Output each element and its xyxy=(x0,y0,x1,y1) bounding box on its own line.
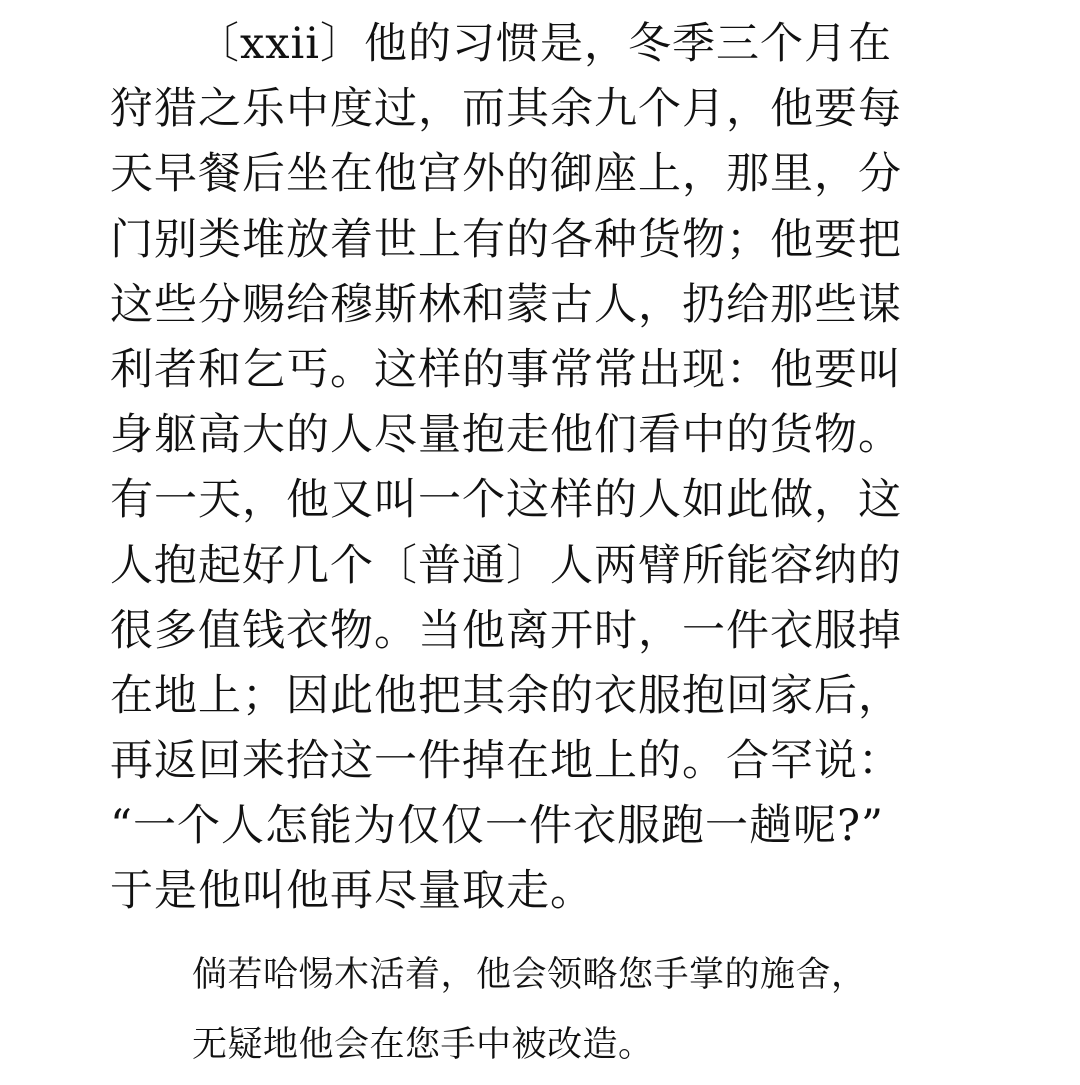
text-line: 狩猎之乐中度过，而其余九个月，他要每 xyxy=(110,84,902,135)
text-line: “一个人怎能为仅仅一件衣服跑一趟呢?” xyxy=(110,801,885,852)
text-line: 很多值钱衣物。当他离开时，一件衣服掉 xyxy=(110,605,902,656)
text-line: 这些分赐给穆斯林和蒙古人，扔给那些谋 xyxy=(110,279,902,330)
text-line: 再返回来拾这一件掉在地上的。合罕说： xyxy=(110,736,902,787)
text-line: 有一天，他又叫一个这样的人如此做，这 xyxy=(110,475,902,526)
text-line: 人抱起好几个〔普通〕人两臂所能容纳的 xyxy=(110,540,902,591)
text-line: 利者和乞丐。这样的事常常出现：他要叫 xyxy=(110,344,902,395)
text-line: 身躯高大的人尽量抱走他们看中的货物。 xyxy=(110,410,902,461)
prose-paragraph xyxy=(110,12,980,925)
verse-line: 无疑地他会在您手中被改造。 xyxy=(192,1025,654,1065)
verse-quote xyxy=(192,940,992,1080)
text-line: 于是他叫他再尽量取走。 xyxy=(110,866,594,917)
text-line: 门别类堆放着世上有的各种货物；他要把 xyxy=(110,214,902,265)
text-line: 〔xxii〕他的习惯是，冬季三个月在 xyxy=(196,19,893,69)
text-line: 天早餐后坐在他宫外的御座上，那里，分 xyxy=(110,149,902,200)
verse-line: 倘若哈惕木活着，他会领略您手掌的施舍， xyxy=(192,955,867,995)
text-line: 在地上；因此他把其余的衣服抱回家后， xyxy=(110,670,902,721)
